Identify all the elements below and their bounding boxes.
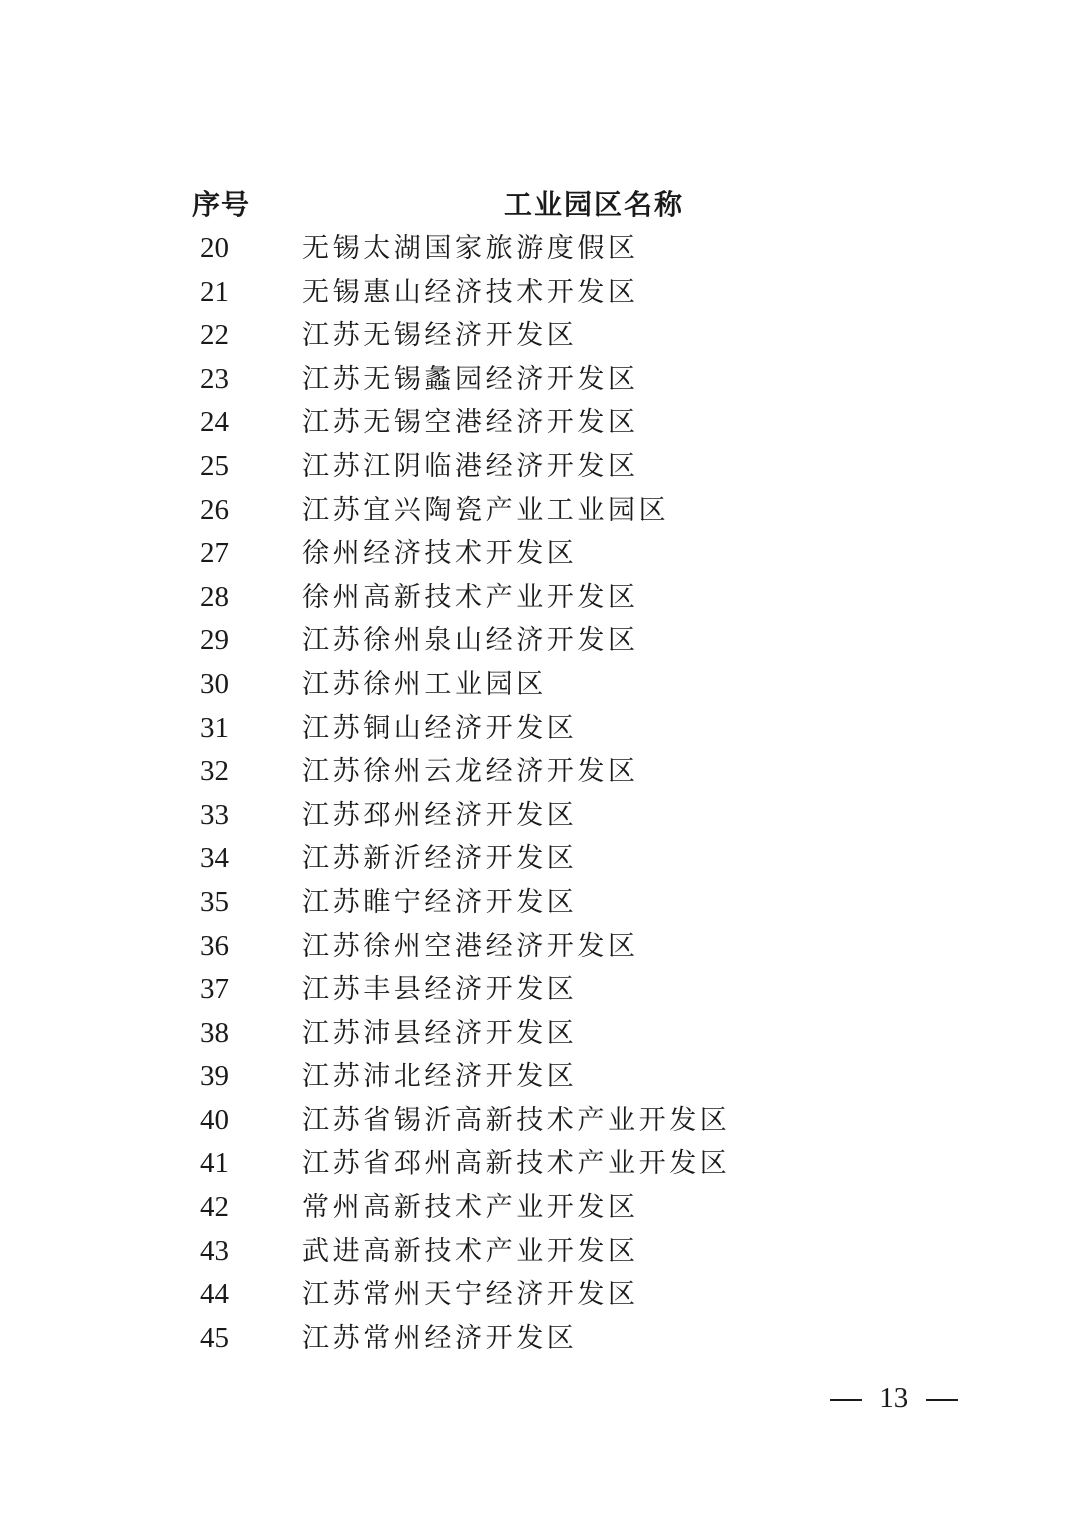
- row-serial-number: 36: [200, 929, 229, 962]
- row-serial-number: 32: [200, 755, 229, 788]
- table-row: [0, 576, 1080, 620]
- table-header: [0, 182, 1080, 228]
- table-row: [0, 401, 1080, 445]
- table-row: [0, 663, 1080, 707]
- row-serial-number: 30: [200, 667, 229, 700]
- table-row: [0, 707, 1080, 751]
- table-row: [0, 271, 1080, 315]
- header-park-name: 工业园区名称: [504, 188, 685, 221]
- row-park-name: 江苏徐州云龙经济开发区: [302, 756, 639, 788]
- row-serial-number: 29: [200, 624, 229, 657]
- row-serial-number: 43: [200, 1234, 229, 1267]
- row-park-name: 江苏宜兴陶瓷产业工业园区: [302, 494, 670, 526]
- row-park-name: 江苏丰县经济开发区: [302, 974, 578, 1006]
- row-park-name: 徐州高新技术产业开发区: [302, 581, 639, 613]
- row-serial-number: 37: [200, 973, 229, 1006]
- row-serial-number: 44: [200, 1278, 229, 1311]
- row-serial-number: 25: [200, 449, 229, 482]
- row-serial-number: 28: [200, 580, 229, 613]
- table-row: [0, 1099, 1080, 1143]
- row-serial-number: 38: [200, 1016, 229, 1049]
- page-footer: [830, 1376, 958, 1420]
- table-row: [0, 1317, 1080, 1361]
- row-serial-number: 31: [200, 711, 229, 744]
- row-serial-number: 24: [200, 406, 229, 439]
- row-park-name: 徐州经济技术开发区: [302, 538, 578, 570]
- table-row: [0, 314, 1080, 358]
- table-row: [0, 532, 1080, 576]
- row-park-name: 江苏新沂经济开发区: [302, 843, 578, 875]
- table-body: [0, 227, 1080, 1360]
- row-park-name: 江苏沛北经济开发区: [302, 1061, 578, 1093]
- table-row: [0, 925, 1080, 969]
- table-row: [0, 1230, 1080, 1274]
- table-row: [0, 1273, 1080, 1317]
- table-row: [0, 619, 1080, 663]
- row-park-name: 江苏无锡经济开发区: [302, 320, 578, 352]
- footer-dash-left: [830, 1399, 862, 1401]
- table-row: [0, 358, 1080, 402]
- row-park-name: 江苏沛县经济开发区: [302, 1017, 578, 1049]
- row-park-name: 江苏无锡空港经济开发区: [302, 407, 639, 439]
- table-row: [0, 1055, 1080, 1099]
- header-serial-number: 序号: [192, 188, 251, 221]
- row-serial-number: 26: [200, 493, 229, 526]
- row-serial-number: 34: [200, 842, 229, 875]
- table-row: [0, 227, 1080, 271]
- table-row: [0, 837, 1080, 881]
- row-park-name: 无锡惠山经济技术开发区: [302, 276, 639, 308]
- page-number: 13: [879, 1382, 909, 1414]
- row-park-name: 江苏省邳州高新技术产业开发区: [302, 1148, 731, 1180]
- row-serial-number: 27: [200, 537, 229, 570]
- table-row: [0, 750, 1080, 794]
- footer-dash-right: [926, 1399, 958, 1401]
- row-serial-number: 20: [200, 232, 229, 264]
- table-row: [0, 445, 1080, 489]
- row-park-name: 江苏省锡沂高新技术产业开发区: [302, 1104, 731, 1136]
- row-park-name: 江苏常州经济开发区: [302, 1322, 578, 1354]
- row-park-name: 江苏常州天宁经济开发区: [302, 1279, 639, 1311]
- table-row: [0, 794, 1080, 838]
- row-park-name: 江苏邳州经济开发区: [302, 799, 578, 831]
- row-park-name: 江苏江阴临港经济开发区: [302, 450, 639, 482]
- table-row: [0, 968, 1080, 1012]
- table-row: [0, 1142, 1080, 1186]
- row-serial-number: 35: [200, 885, 229, 918]
- row-park-name: 江苏睢宁经济开发区: [302, 886, 578, 918]
- row-serial-number: 33: [200, 798, 229, 831]
- table-row: [0, 881, 1080, 925]
- row-serial-number: 22: [200, 319, 229, 352]
- row-park-name: 江苏徐州空港经济开发区: [302, 930, 639, 962]
- table-row: [0, 1012, 1080, 1056]
- row-park-name: 武进高新技术产业开发区: [302, 1235, 639, 1267]
- row-serial-number: 42: [200, 1191, 229, 1224]
- row-serial-number: 40: [200, 1103, 229, 1136]
- row-serial-number: 45: [200, 1321, 229, 1354]
- row-park-name: 江苏无锡蠡园经济开发区: [302, 363, 639, 395]
- row-park-name: 江苏徐州工业园区: [302, 668, 547, 700]
- row-park-name: 江苏徐州泉山经济开发区: [302, 625, 639, 657]
- row-serial-number: 21: [200, 275, 229, 308]
- table-row: [0, 1186, 1080, 1230]
- row-serial-number: 23: [200, 362, 229, 395]
- row-serial-number: 41: [200, 1147, 229, 1180]
- row-park-name: 常州高新技术产业开发区: [302, 1192, 639, 1224]
- table-row: [0, 489, 1080, 533]
- row-park-name: 江苏铜山经济开发区: [302, 712, 578, 744]
- row-park-name: 无锡太湖国家旅游度假区: [302, 233, 639, 264]
- row-serial-number: 39: [200, 1060, 229, 1093]
